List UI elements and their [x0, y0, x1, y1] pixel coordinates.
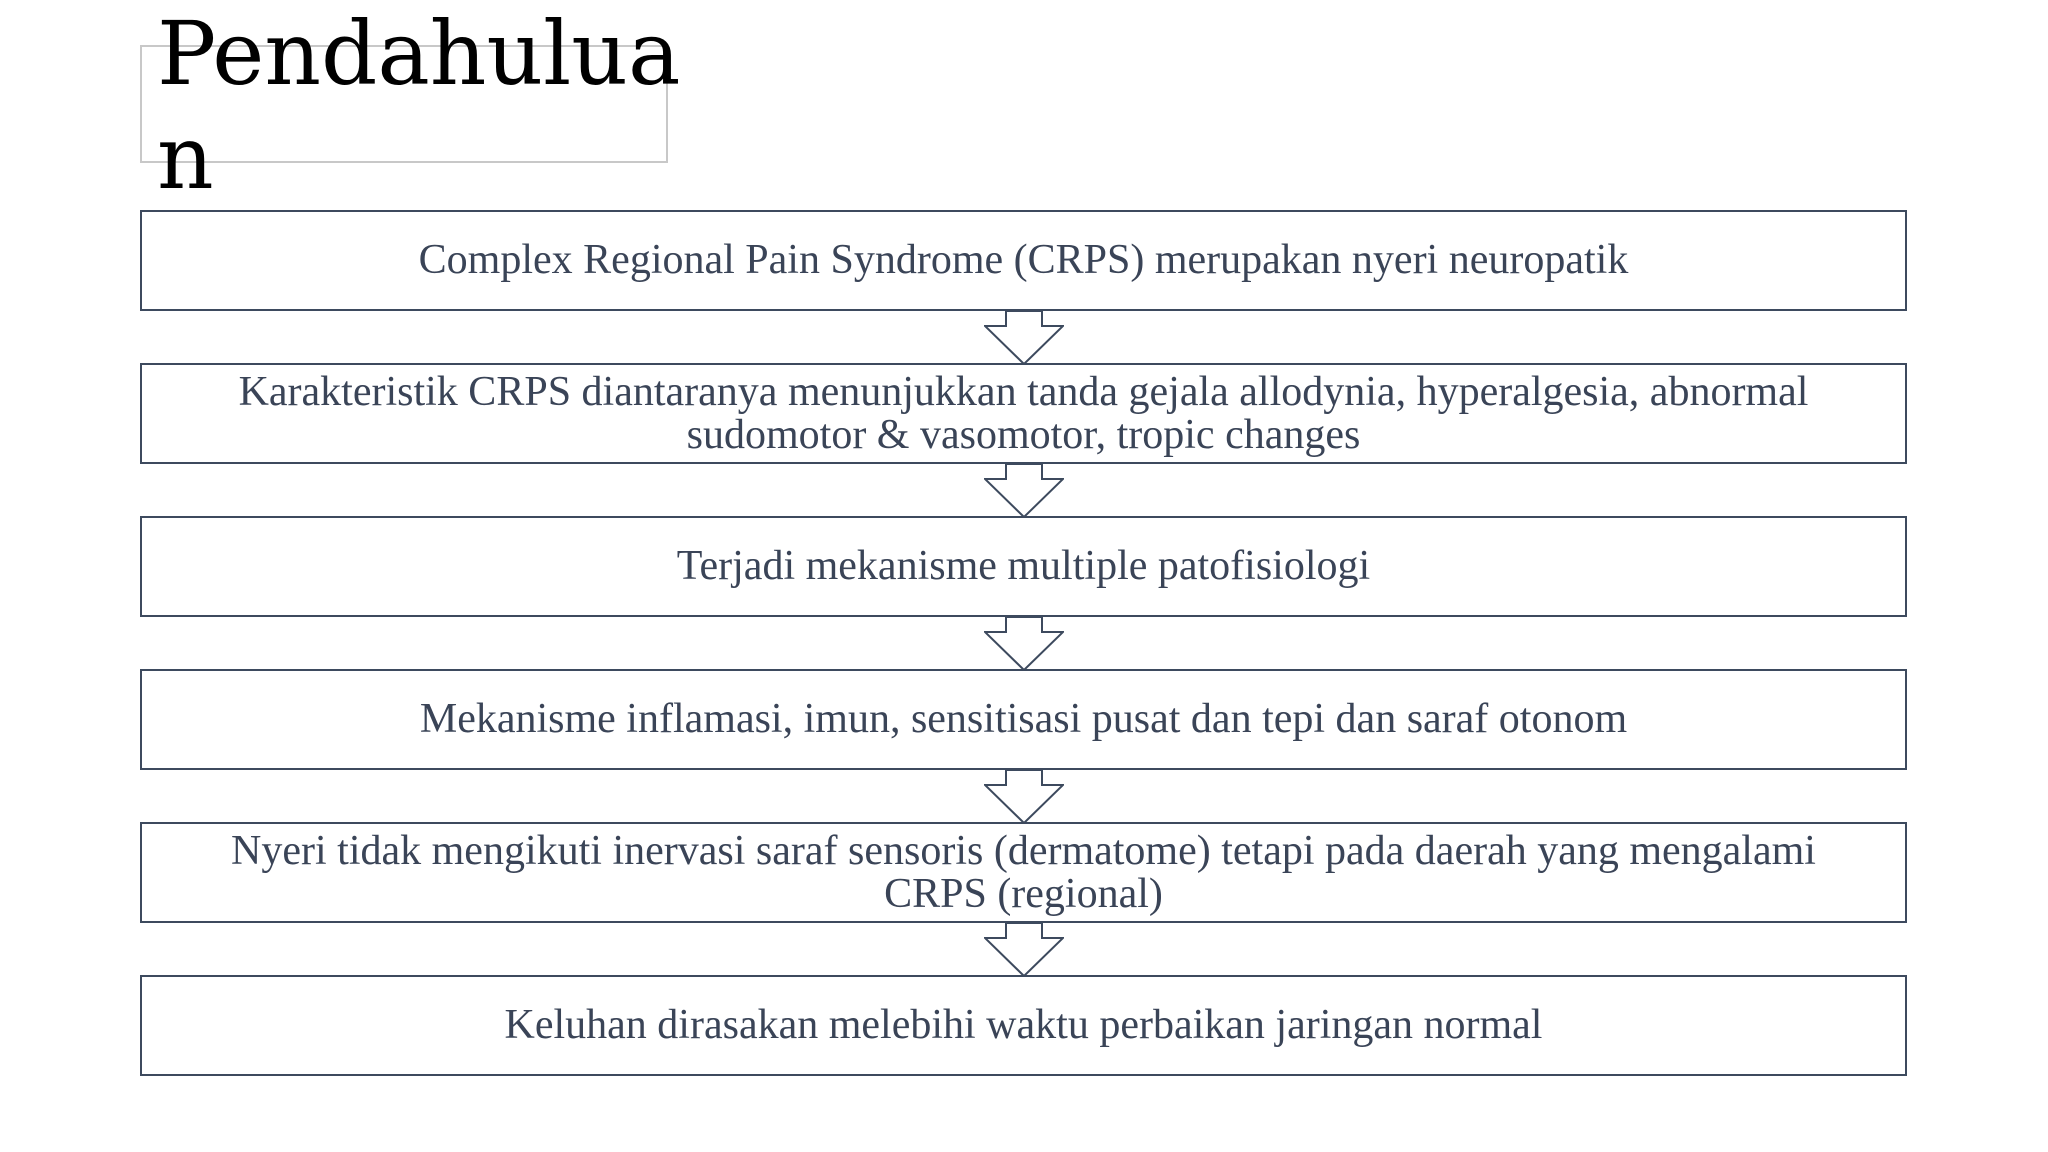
slide-title: Pendahuluan	[157, 2, 681, 209]
flow-step-5	[140, 822, 1907, 923]
flow-step-1	[140, 210, 1907, 311]
flow-step-5-text: Nyeri tidak mengikuti inervasi saraf sensoris (dermatome) tetapi pada daerah yang mengalami CRPS (regional)	[231, 827, 1816, 917]
flow-step-2	[140, 363, 1907, 464]
flow-step-4-text: Mekanisme inflamasi, imun, sensitisasi pusat dan tepi dan saraf otonom	[419, 696, 1628, 742]
flow-step-6-text: Keluhan dirasakan melebihi waktu perbaikan jaringan normal	[504, 1002, 1543, 1048]
flow-step-3-text: Terjadi mekanisme multiple patofisiologi	[676, 543, 1371, 589]
flow-step-3	[140, 516, 1907, 617]
down-arrow-icon	[984, 616, 1064, 671]
flow-step-6	[140, 975, 1907, 1076]
down-arrow-icon	[984, 922, 1064, 977]
down-arrow-icon	[984, 463, 1064, 518]
down-arrow-icon	[984, 310, 1064, 365]
down-arrow-icon	[984, 769, 1064, 824]
flow-step-1-text: Complex Regional Pain Syndrome (CRPS) merupakan nyeri neuropatik	[418, 237, 1629, 283]
flow-step-2-text: Karakteristik CRPS diantaranya menunjukkan tanda gejala allodynia, hyperalgesia, abnormal sudomotor & vasomotor, tropic changes	[238, 368, 1809, 458]
flow-step-4	[140, 669, 1907, 770]
